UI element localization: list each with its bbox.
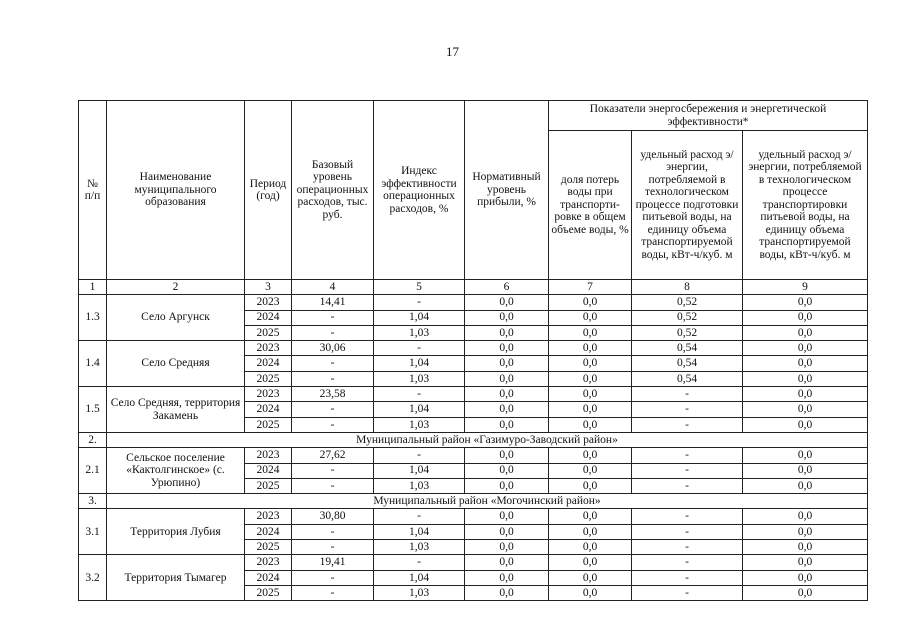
entity-name: Сельское поселение «Кактолгинское» (с. Урюпино) [107,448,245,494]
table-row [79,448,868,463]
energy-transport-cell: 0,0 [743,463,868,478]
base-costs-cell: 23,58 [292,387,374,402]
tariff-table [78,100,868,601]
efficiency-index-cell: - [374,509,465,524]
energy-transport-cell: 0,0 [743,585,868,600]
table-row [79,341,868,356]
district-number: 3. [79,494,107,509]
efficiency-index-cell: - [374,555,465,570]
profit-level-cell: 0,0 [465,448,549,463]
entity-number: 3.1 [79,509,107,555]
district-row [79,432,868,447]
entity-number: 3.2 [79,555,107,601]
water-loss-cell: 0,0 [549,310,632,325]
entity-number: 2.1 [79,448,107,494]
base-costs-cell: 30,80 [292,509,374,524]
period-cell: 2025 [245,540,292,555]
water-loss-cell: 0,0 [549,325,632,340]
column-number: 4 [292,280,374,295]
energy-preparation-cell: - [632,478,743,493]
entity-name: Территория Лубия [107,509,245,555]
water-loss-cell: 0,0 [549,295,632,310]
energy-preparation-cell: - [632,524,743,539]
efficiency-index-cell: 1,03 [374,540,465,555]
base-costs-cell: - [292,585,374,600]
energy-transport-cell: 0,0 [743,402,868,417]
entity-number: 1.5 [79,387,107,433]
profit-level-cell: 0,0 [465,417,549,432]
header-num: № п/п [79,101,107,280]
header-base-costs: Базовый уровень операционных расходов, тыс. руб. [292,101,374,280]
base-costs-cell: - [292,356,374,371]
base-costs-cell: 27,62 [292,448,374,463]
energy-preparation-cell: - [632,509,743,524]
base-costs-cell: - [292,570,374,585]
energy-preparation-cell: 0,52 [632,295,743,310]
energy-preparation-cell: - [632,585,743,600]
water-loss-cell: 0,0 [549,478,632,493]
period-cell: 2025 [245,325,292,340]
header-water-loss: доля потерь воды при транспорти-ровке в общем объеме воды, % [549,131,632,280]
energy-preparation-cell: 0,54 [632,371,743,386]
energy-transport-cell: 0,0 [743,509,868,524]
base-costs-cell: - [292,325,374,340]
base-costs-cell: - [292,417,374,432]
energy-preparation-cell: - [632,387,743,402]
header-energy-transport: удельный расход э/энергии, потребляемой в технологическом процессе транспортировки питьевой воды, на единицу объема транспортируемой воды, кВт-ч/куб. м [743,131,868,280]
period-cell: 2025 [245,417,292,432]
period-cell: 2024 [245,570,292,585]
energy-preparation-cell: - [632,448,743,463]
header-energy-group: Показатели энергосбережения и энергетической эффективности* [549,101,868,131]
base-costs-cell: 30,06 [292,341,374,356]
header-efficiency-index: Индекс эффективности операционных расходов, % [374,101,465,280]
water-loss-cell: 0,0 [549,387,632,402]
entity-name: Село Средняя, территория Закамень [107,387,245,433]
energy-preparation-cell: 0,54 [632,356,743,371]
period-cell: 2024 [245,356,292,371]
period-cell: 2023 [245,341,292,356]
entity-number: 1.4 [79,341,107,387]
entity-name: Село Аргунск [107,295,245,341]
energy-transport-cell: 0,0 [743,448,868,463]
column-number: 7 [549,280,632,295]
district-title: Муниципальный район «Газимуро-Заводский район» [107,432,868,447]
energy-transport-cell: 0,0 [743,417,868,432]
water-loss-cell: 0,0 [549,570,632,585]
profit-level-cell: 0,0 [465,555,549,570]
base-costs-cell: - [292,310,374,325]
energy-transport-cell: 0,0 [743,341,868,356]
energy-transport-cell: 0,0 [743,310,868,325]
entity-name: Село Средняя [107,341,245,387]
period-cell: 2024 [245,402,292,417]
water-loss-cell: 0,0 [549,585,632,600]
water-loss-cell: 0,0 [549,356,632,371]
energy-transport-cell: 0,0 [743,524,868,539]
profit-level-cell: 0,0 [465,540,549,555]
page-number: 17 [446,44,459,59]
energy-preparation-cell: - [632,555,743,570]
efficiency-index-cell: - [374,448,465,463]
water-loss-cell: 0,0 [549,402,632,417]
efficiency-index-cell: 1,04 [374,463,465,478]
period-cell: 2023 [245,448,292,463]
water-loss-cell: 0,0 [549,555,632,570]
column-number: 5 [374,280,465,295]
efficiency-index-cell: 1,04 [374,310,465,325]
water-loss-cell: 0,0 [549,540,632,555]
profit-level-cell: 0,0 [465,402,549,417]
profit-level-cell: 0,0 [465,570,549,585]
period-cell: 2023 [245,387,292,402]
table-row [79,295,868,310]
profit-level-cell: 0,0 [465,310,549,325]
efficiency-index-cell: - [374,341,465,356]
base-costs-cell: - [292,402,374,417]
column-number: 3 [245,280,292,295]
profit-level-cell: 0,0 [465,478,549,493]
period-cell: 2023 [245,295,292,310]
energy-preparation-cell: - [632,402,743,417]
header-energy-preparation: удельный расход э/энергии, потребляемой в технологическом процессе подготовки питьевой воды, на единицу объема транспортируемой воды, кВт-ч/куб. м [632,131,743,280]
period-cell: 2024 [245,463,292,478]
energy-preparation-cell: - [632,570,743,585]
profit-level-cell: 0,0 [465,585,549,600]
energy-transport-cell: 0,0 [743,387,868,402]
period-cell: 2024 [245,524,292,539]
column-number: 6 [465,280,549,295]
column-number: 2 [107,280,245,295]
energy-preparation-cell: 0,52 [632,325,743,340]
table-row [79,555,868,570]
table-row [79,387,868,402]
entity-name: Территория Тымагер [107,555,245,601]
period-cell: 2025 [245,371,292,386]
period-cell: 2023 [245,509,292,524]
district-number: 2. [79,432,107,447]
water-loss-cell: 0,0 [549,463,632,478]
energy-preparation-cell: - [632,463,743,478]
period-cell: 2025 [245,478,292,493]
water-loss-cell: 0,0 [549,371,632,386]
header-name: Наименование муниципального образования [107,101,245,280]
efficiency-index-cell: 1,04 [374,356,465,371]
water-loss-cell: 0,0 [549,341,632,356]
efficiency-index-cell: - [374,295,465,310]
column-number: 9 [743,280,868,295]
water-loss-cell: 0,0 [549,417,632,432]
efficiency-index-cell: 1,04 [374,402,465,417]
profit-level-cell: 0,0 [465,356,549,371]
table-row [79,509,868,524]
base-costs-cell: 19,41 [292,555,374,570]
energy-transport-cell: 0,0 [743,356,868,371]
efficiency-index-cell: 1,03 [374,371,465,386]
profit-level-cell: 0,0 [465,509,549,524]
energy-preparation-cell: - [632,540,743,555]
entity-number: 1.3 [79,295,107,341]
energy-transport-cell: 0,0 [743,555,868,570]
column-number: 1 [79,280,107,295]
energy-transport-cell: 0,0 [743,295,868,310]
efficiency-index-cell: 1,03 [374,478,465,493]
profit-level-cell: 0,0 [465,387,549,402]
base-costs-cell: - [292,478,374,493]
efficiency-index-cell: 1,03 [374,585,465,600]
energy-transport-cell: 0,0 [743,325,868,340]
energy-preparation-cell: 0,52 [632,310,743,325]
energy-transport-cell: 0,0 [743,540,868,555]
efficiency-index-cell: 1,03 [374,417,465,432]
period-cell: 2025 [245,585,292,600]
efficiency-index-cell: 1,04 [374,570,465,585]
energy-transport-cell: 0,0 [743,371,868,386]
base-costs-cell: - [292,371,374,386]
header-period: Период (год) [245,101,292,280]
base-costs-cell: - [292,524,374,539]
column-number: 8 [632,280,743,295]
energy-preparation-cell: 0,54 [632,341,743,356]
energy-preparation-cell: - [632,417,743,432]
base-costs-cell: - [292,540,374,555]
efficiency-index-cell: - [374,387,465,402]
base-costs-cell: 14,41 [292,295,374,310]
efficiency-index-cell: 1,04 [374,524,465,539]
profit-level-cell: 0,0 [465,295,549,310]
base-costs-cell: - [292,463,374,478]
profit-level-cell: 0,0 [465,325,549,340]
water-loss-cell: 0,0 [549,448,632,463]
profit-level-cell: 0,0 [465,341,549,356]
water-loss-cell: 0,0 [549,509,632,524]
column-number-row [79,280,868,295]
water-loss-cell: 0,0 [549,524,632,539]
efficiency-index-cell: 1,03 [374,325,465,340]
period-cell: 2024 [245,310,292,325]
energy-transport-cell: 0,0 [743,570,868,585]
profit-level-cell: 0,0 [465,524,549,539]
district-row [79,494,868,509]
profit-level-cell: 0,0 [465,463,549,478]
profit-level-cell: 0,0 [465,371,549,386]
district-title: Муниципальный район «Могочинский район» [107,494,868,509]
header-profit-level: Нормативный уровень прибыли, % [465,101,549,280]
period-cell: 2023 [245,555,292,570]
energy-transport-cell: 0,0 [743,478,868,493]
